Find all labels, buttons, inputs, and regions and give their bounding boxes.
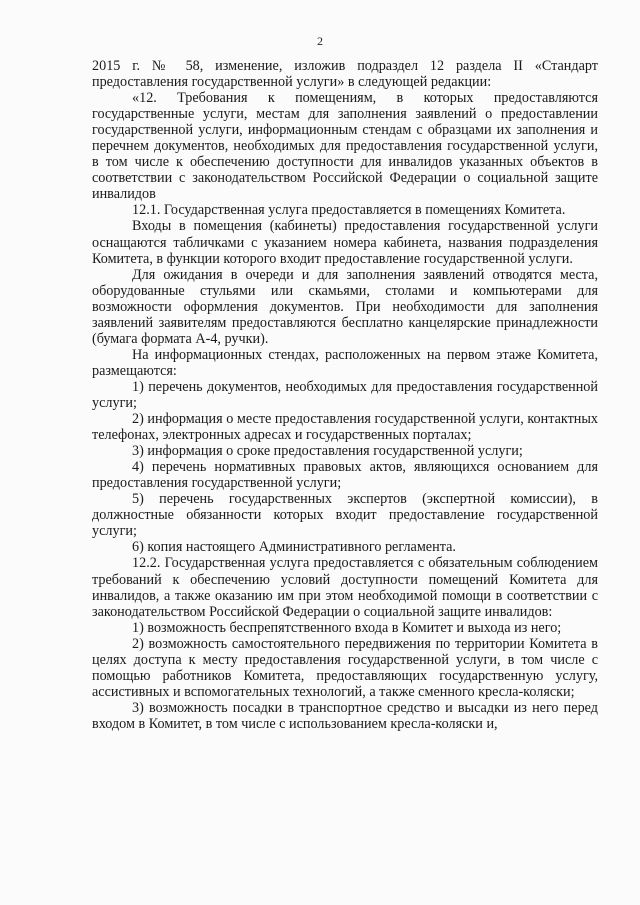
accessibility-item-1: 1) возможность беспрепятственного входа в Комитет и выхода из него;: [132, 619, 562, 636]
list-item-3: 3) информация о сроке предоставления государственной услуги;: [132, 443, 523, 460]
paragraph-waiting-places: Для ожидания в очереди и для заполнения заявлений отводятся места, оборудованные стульями или скамьями, столами и компьютерами для возможности оформления документов. При необходимости для заполнения заявлений заявителям предоставляются бесплатно канцелярские принадлежности (бумага формата А-4, ручки).: [92, 266, 598, 347]
list-item-6: 6) копия настоящего Административного регламента.: [132, 539, 456, 556]
accessibility-item-2: 2) возможность самостоятельного передвижения по территории Комитета в целях доступа к месту предоставления государственной услуги, в том числе с помощью работников Комитета, предоставляющих государственную услугу, ассистивных и вспомогательных технологий, а также сменного кресла-коляски;: [92, 635, 598, 700]
paragraph-section-12-title: «12. Требования к помещениям, в которых предоставляются государственные услуги, местам для заполнения заявлений о предоставлении государственной услуги, информационным стендам с образцами их заполнения и перечнем документов, необходимых для предоставления государственной услуги, в том числе к обеспечению доступности для инвалидов указанных объектов в соответствии с законодательством Российской Федерации о социальной защите инвалидов: [92, 90, 598, 203]
paragraph-intro: 2015 г. № 58, изменение, изложив подраздел 12 раздела II «Стандарт предоставления государственной услуги» в следующей редакции:: [92, 58, 598, 91]
accessibility-item-3: 3) возможность посадки в транспортное средство и высадки из него перед входом в Комитет, в том числе с использованием кресла-коляски и,: [92, 699, 598, 732]
list-item-5: 5) перечень государственных экспертов (экспертной комиссии), в должностные обязанности которых входит предоставление государственной услуги;: [92, 491, 598, 540]
list-item-2: 2) информация о месте предоставления государственной услуги, контактных телефонах, электронных адресах и государственных порталах;: [92, 411, 598, 444]
paragraph-info-stands: На информационных стендах, расположенных на первом этаже Комитета, размещаются:: [92, 346, 598, 379]
document-body: [92, 58, 598, 732]
page-number: 2: [317, 34, 323, 48]
list-item-4: 4) перечень нормативных правовых актов, являющихся основанием для предоставления государственной услуги;: [92, 459, 598, 492]
paragraph-12-1: 12.1. Государственная услуга предоставляется в помещениях Комитета.: [132, 202, 566, 219]
list-item-1: 1) перечень документов, необходимых для предоставления государственной услуги;: [92, 378, 598, 411]
paragraph-12-2: 12.2. Государственная услуга предоставляется с обязательным соблюдением требований к обеспечению условий доступности помещений Комитета для инвалидов, а также оказанию им при этом необходимой помощи в соответствии с законодательством Российской Федерации о социальной защите инвалидов:: [92, 555, 598, 620]
paragraph-entrances: Входы в помещения (кабинеты) предоставления государственной услуги оснащаются табличками с указанием номера кабинета, названия подразделения Комитета, в функции которого входит предоставление государственной услуги.: [92, 218, 598, 267]
